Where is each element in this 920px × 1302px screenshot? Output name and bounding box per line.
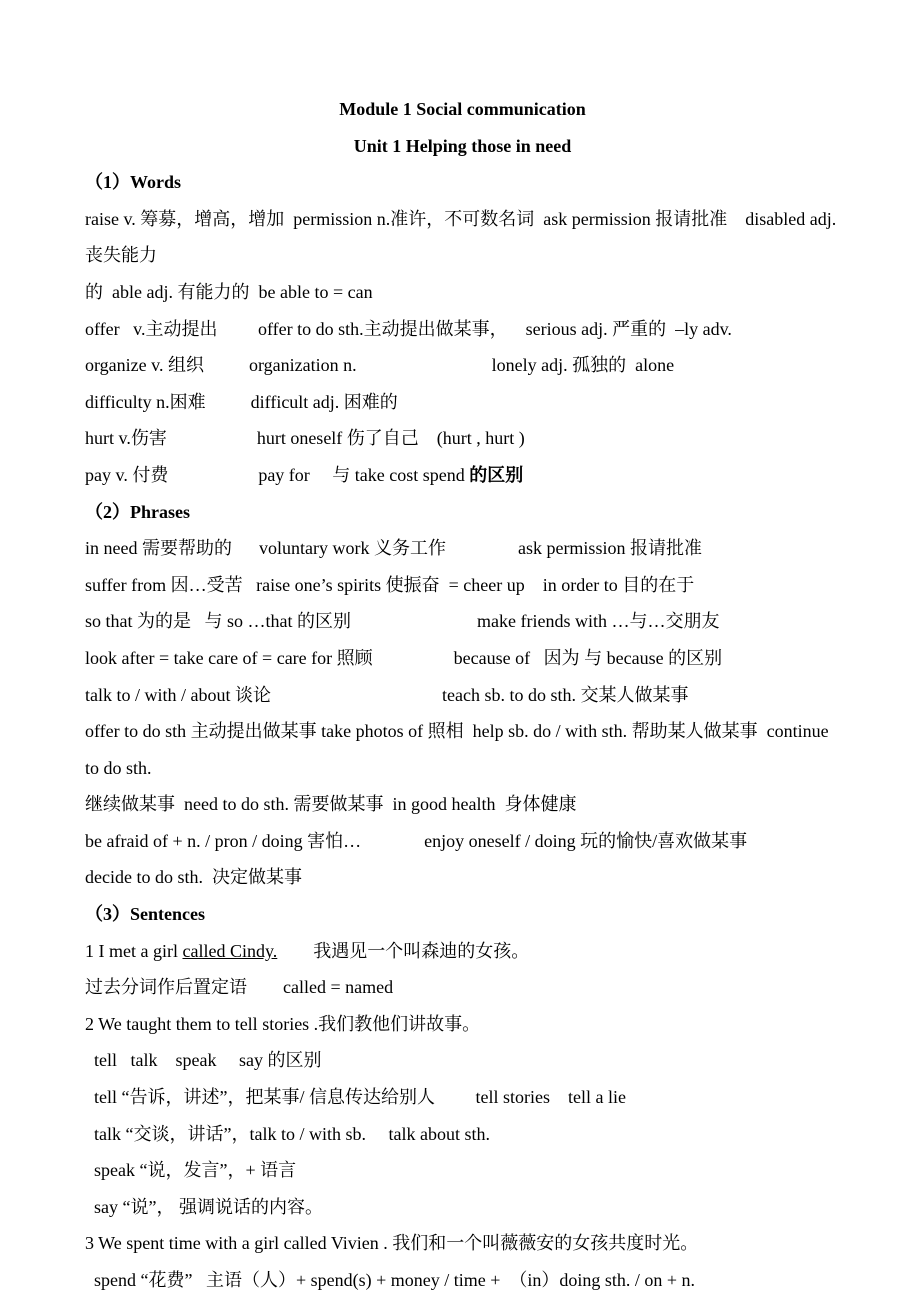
text-segment: be afraid of + n. / pron / doing 害怕… enjoy oneself / doing 玩的愉快/喜欢做某事 [85,830,748,851]
document-title: Module 1 Social communication [339,99,586,119]
text-line [85,713,840,786]
text-segment: 的 able adj. 有能力的 be able to = can [85,281,373,302]
section-heading: （2）Phrases [85,501,190,522]
text-segment: talk “交谈，讲话”，talk to / with sb. talk about sth. [85,1123,490,1144]
text-segment: look after = take care of = care for 照顾 because of 因为 与 because 的区别 [85,647,723,668]
text-line [85,1006,840,1043]
section-heading: （3）Sentences [85,904,205,925]
text-segment: 1 I met a girl [85,940,183,961]
text-segment-bold: 的区别 [469,464,524,485]
text-line [85,1262,840,1299]
text-line [85,1116,840,1153]
text-line [85,1042,840,1079]
text-line [85,1225,840,1262]
text-segment: speak “说，发言”，+ 语言 [85,1160,297,1181]
text-line [85,274,840,311]
text-line [85,786,840,823]
text-line [85,1152,840,1189]
text-line [85,677,840,714]
text-line [85,1079,840,1116]
text-segment: pay v. 付费 pay for 与 take cost spend [85,464,470,485]
document-subtitle: Unit 1 Helping those in need [353,135,572,156]
text-segment: suffer from 因…受苦 raise one’s spirits 使振奋 = cheer up in order to 目的在于 [85,574,695,595]
document-body [85,164,840,1298]
text-segment: tell “告诉，讲述”，把某事/ 信息传达给别人 tell stories tell a lie [85,1087,626,1108]
text-segment: talk to / with / about 谈论 teach sb. to do sth. 交某人做某事 [85,684,689,705]
text-segment: in need 需要帮助的 voluntary work 义务工作 ask permission 报请批准 [85,538,702,559]
text-line [85,640,840,677]
text-line [85,823,840,860]
text-line [85,347,840,384]
text-segment: say “说”， 强调说话的内容。 [85,1196,323,1217]
text-line [85,201,840,274]
section-heading: （1）Words [85,172,182,193]
text-segment: 我遇见一个叫森迪的女孩。 [277,940,530,961]
text-line [85,859,840,896]
text-segment: decide to do sth. 决定做某事 [85,867,302,888]
text-segment: offer v.主动提出 offer to do sth.主动提出做某事， serious adj. 严重的 –ly adv. [85,318,732,339]
text-line [85,933,840,970]
text-line [85,603,840,640]
text-segment: 2 We taught them to tell stories .我们教他们讲故事。 [85,1013,481,1034]
text-line [85,384,840,421]
text-segment: organize v. 组织 organization n. lonely adj. 孤独的 alone [85,355,675,376]
text-line [85,1189,840,1226]
text-segment: spend “花费” 主语（人）+ spend(s) + money / time + （in）doing sth. / on + n. [85,1270,696,1290]
text-line [85,311,840,348]
text-line [85,969,840,1006]
text-line [85,420,840,457]
text-segment: raise v. 筹募，增高，增加 permission n.准许，不可数名词 ask permission 报请批准 disabled adj.丧失能力 [85,208,837,266]
text-segment-underline: called Cindy. [182,940,278,961]
text-segment: 继续做某事 need to do sth. 需要做某事 in good health 身体健康 [85,794,577,815]
text-segment: so that 为的是 与 so …that 的区别 make friends with …与…交朋友 [85,611,720,632]
text-segment: hurt v.伤害 hurt oneself 伤了自己 (hurt , hurt ) [85,428,525,449]
text-segment: tell talk speak say 的区别 [85,1050,322,1071]
text-line [85,457,840,494]
text-line [85,530,840,567]
text-segment: 过去分词作后置定语 called = named [85,977,394,998]
text-line [85,567,840,604]
text-segment: 3 We spent time with a girl called Vivien . 我们和一个叫薇薇安的女孩共度时光。 [85,1233,699,1254]
text-segment: offer to do sth 主动提出做某事 take photos of 照相 help sb. do / with sth. 帮助某人做某事 continue to do sth. [85,721,834,778]
text-segment: difficulty n.困难 difficult adj. 困难的 [85,391,398,412]
